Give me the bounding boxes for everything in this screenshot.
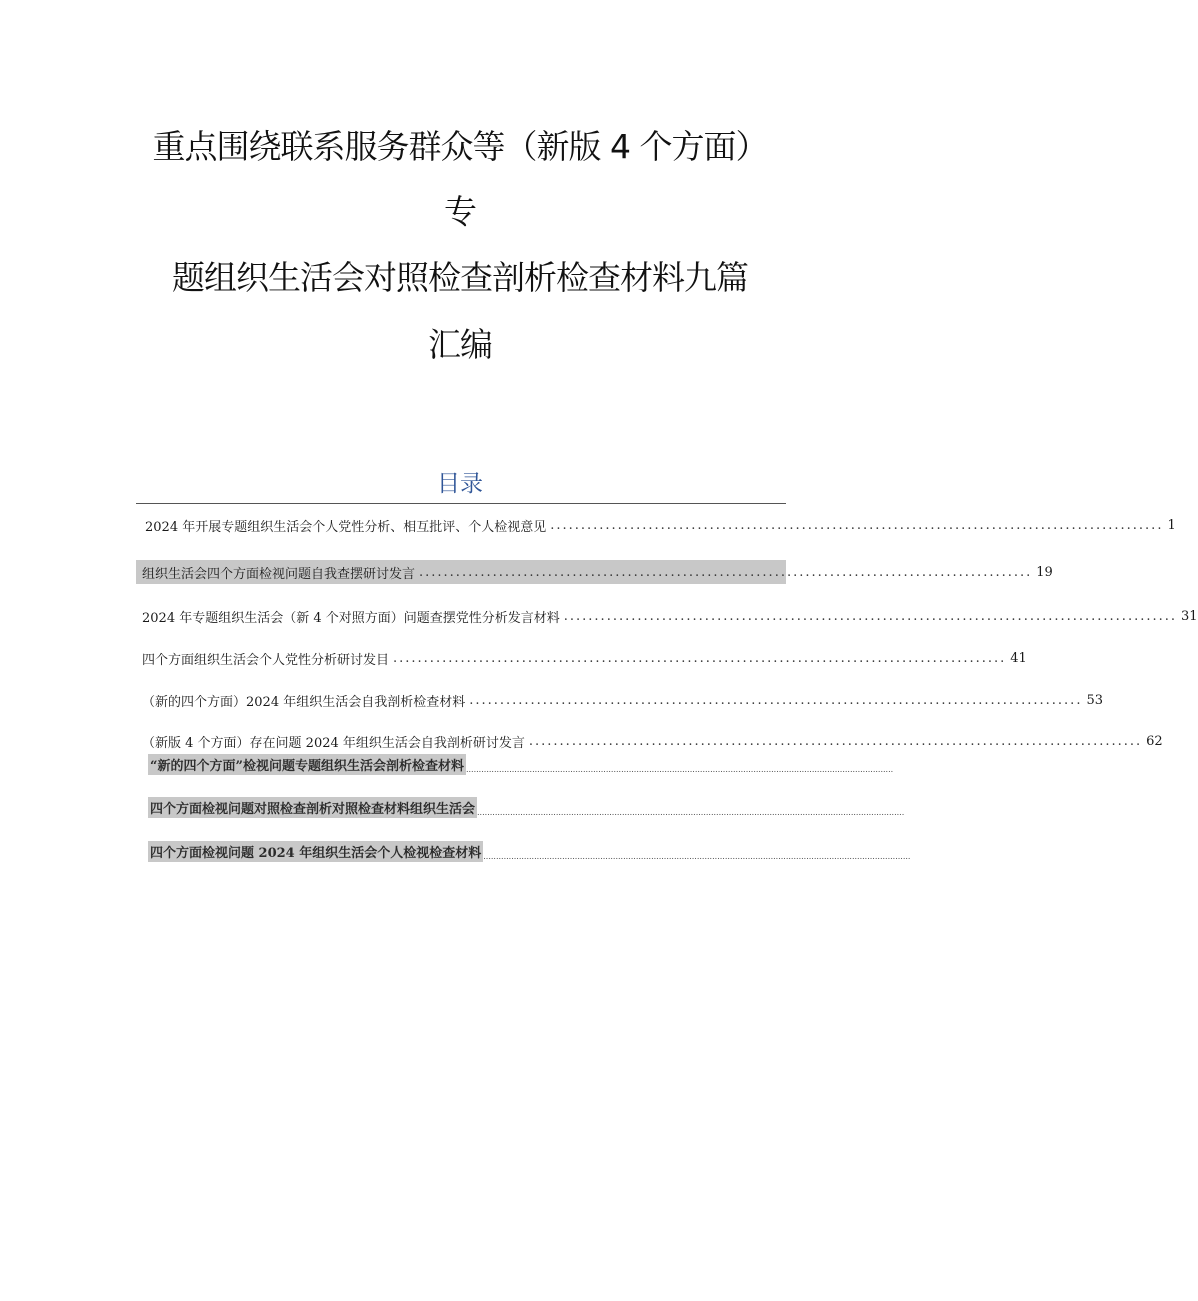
- toc-heading: 目录: [437, 471, 483, 497]
- toc-entry-page: 1: [1167, 517, 1176, 533]
- document-title: [0, 128, 920, 364]
- toc-leader-dots: ....................................................................................................: [528, 733, 1143, 749]
- toc-leader-dots: ....................................................................................................: [469, 692, 1083, 708]
- toc-entry-title: （新版 4 个方面）存在问题 2024 年组织生活会自我剖析研讨发言: [142, 735, 525, 751]
- toc-entry-page: 41: [1010, 650, 1027, 666]
- title-line-1: 重点围绕联系服务群众等（新版 4 个方面）: [152, 127, 768, 166]
- toc-leader-dots: ........................................................................................................................................................................: [465, 765, 894, 774]
- toc-sub-entry-1[interactable]: [148, 753, 894, 775]
- toc-leader-dots: ....................................................................................................: [419, 564, 1033, 580]
- toc-leader-dots: ........................................................................................................................................................................: [483, 852, 911, 861]
- toc-entry-3[interactable]: [142, 605, 1198, 627]
- toc-entry-page: 19: [1036, 564, 1053, 580]
- toc-sub-entry-3[interactable]: [148, 840, 911, 862]
- toc-leader-dots: ........................................................................................................................................................................: [477, 808, 905, 817]
- toc-entry-6[interactable]: [142, 731, 1163, 751]
- toc-entry-title: 组织生活会四个方面检视问题自我查摆研讨发言: [142, 566, 416, 582]
- toc-leader-dots: ....................................................................................................: [393, 650, 1007, 666]
- toc-entry-1[interactable]: [145, 514, 1176, 536]
- toc-leader-dots: ....................................................................................................: [550, 517, 1164, 533]
- toc-entry-page: 31: [1181, 608, 1198, 624]
- toc-entry-2[interactable]: [136, 560, 1053, 584]
- toc-entry-title: （新的四个方面）2024 年组织生活会自我剖析检查材料: [142, 694, 466, 710]
- toc-sub-entry-title: 四个方面检视问题对照检查剖析对照检查材料组织生活会: [148, 797, 477, 818]
- toc-sub-entry-2[interactable]: [148, 796, 905, 818]
- toc-entry-title: 2024 年专题组织生活会（新 4 个对照方面）问题查摆党性分析发言材料: [142, 610, 560, 626]
- toc-leader-dots: ....................................................................................................: [563, 608, 1177, 624]
- toc-entry-5[interactable]: [142, 689, 1103, 711]
- toc-divider: [136, 503, 786, 504]
- title-line-3: 题组织生活会对照检查剖析检查材料九篇: [172, 258, 748, 297]
- toc-sub-entry-title: “新的四个方面”检视问题专题组织生活会剖析检查材料: [148, 754, 466, 775]
- title-line-2: 专: [444, 192, 476, 231]
- toc-sub-entry-title: 四个方面检视问题 2024 年组织生活会个人检视检查材料: [148, 841, 483, 862]
- toc-entry-page: 62: [1146, 733, 1163, 749]
- toc-entry-title: 四个方面组织生活会个人党性分析研讨发目: [142, 652, 390, 668]
- title-line-4: 汇编: [428, 325, 492, 364]
- toc-entry-page: 53: [1086, 692, 1103, 708]
- toc-entry-title: 2024 年开展专题组织生活会个人党性分析、相互批评、个人检视意见: [145, 519, 547, 535]
- toc-entry-4[interactable]: [142, 647, 1027, 669]
